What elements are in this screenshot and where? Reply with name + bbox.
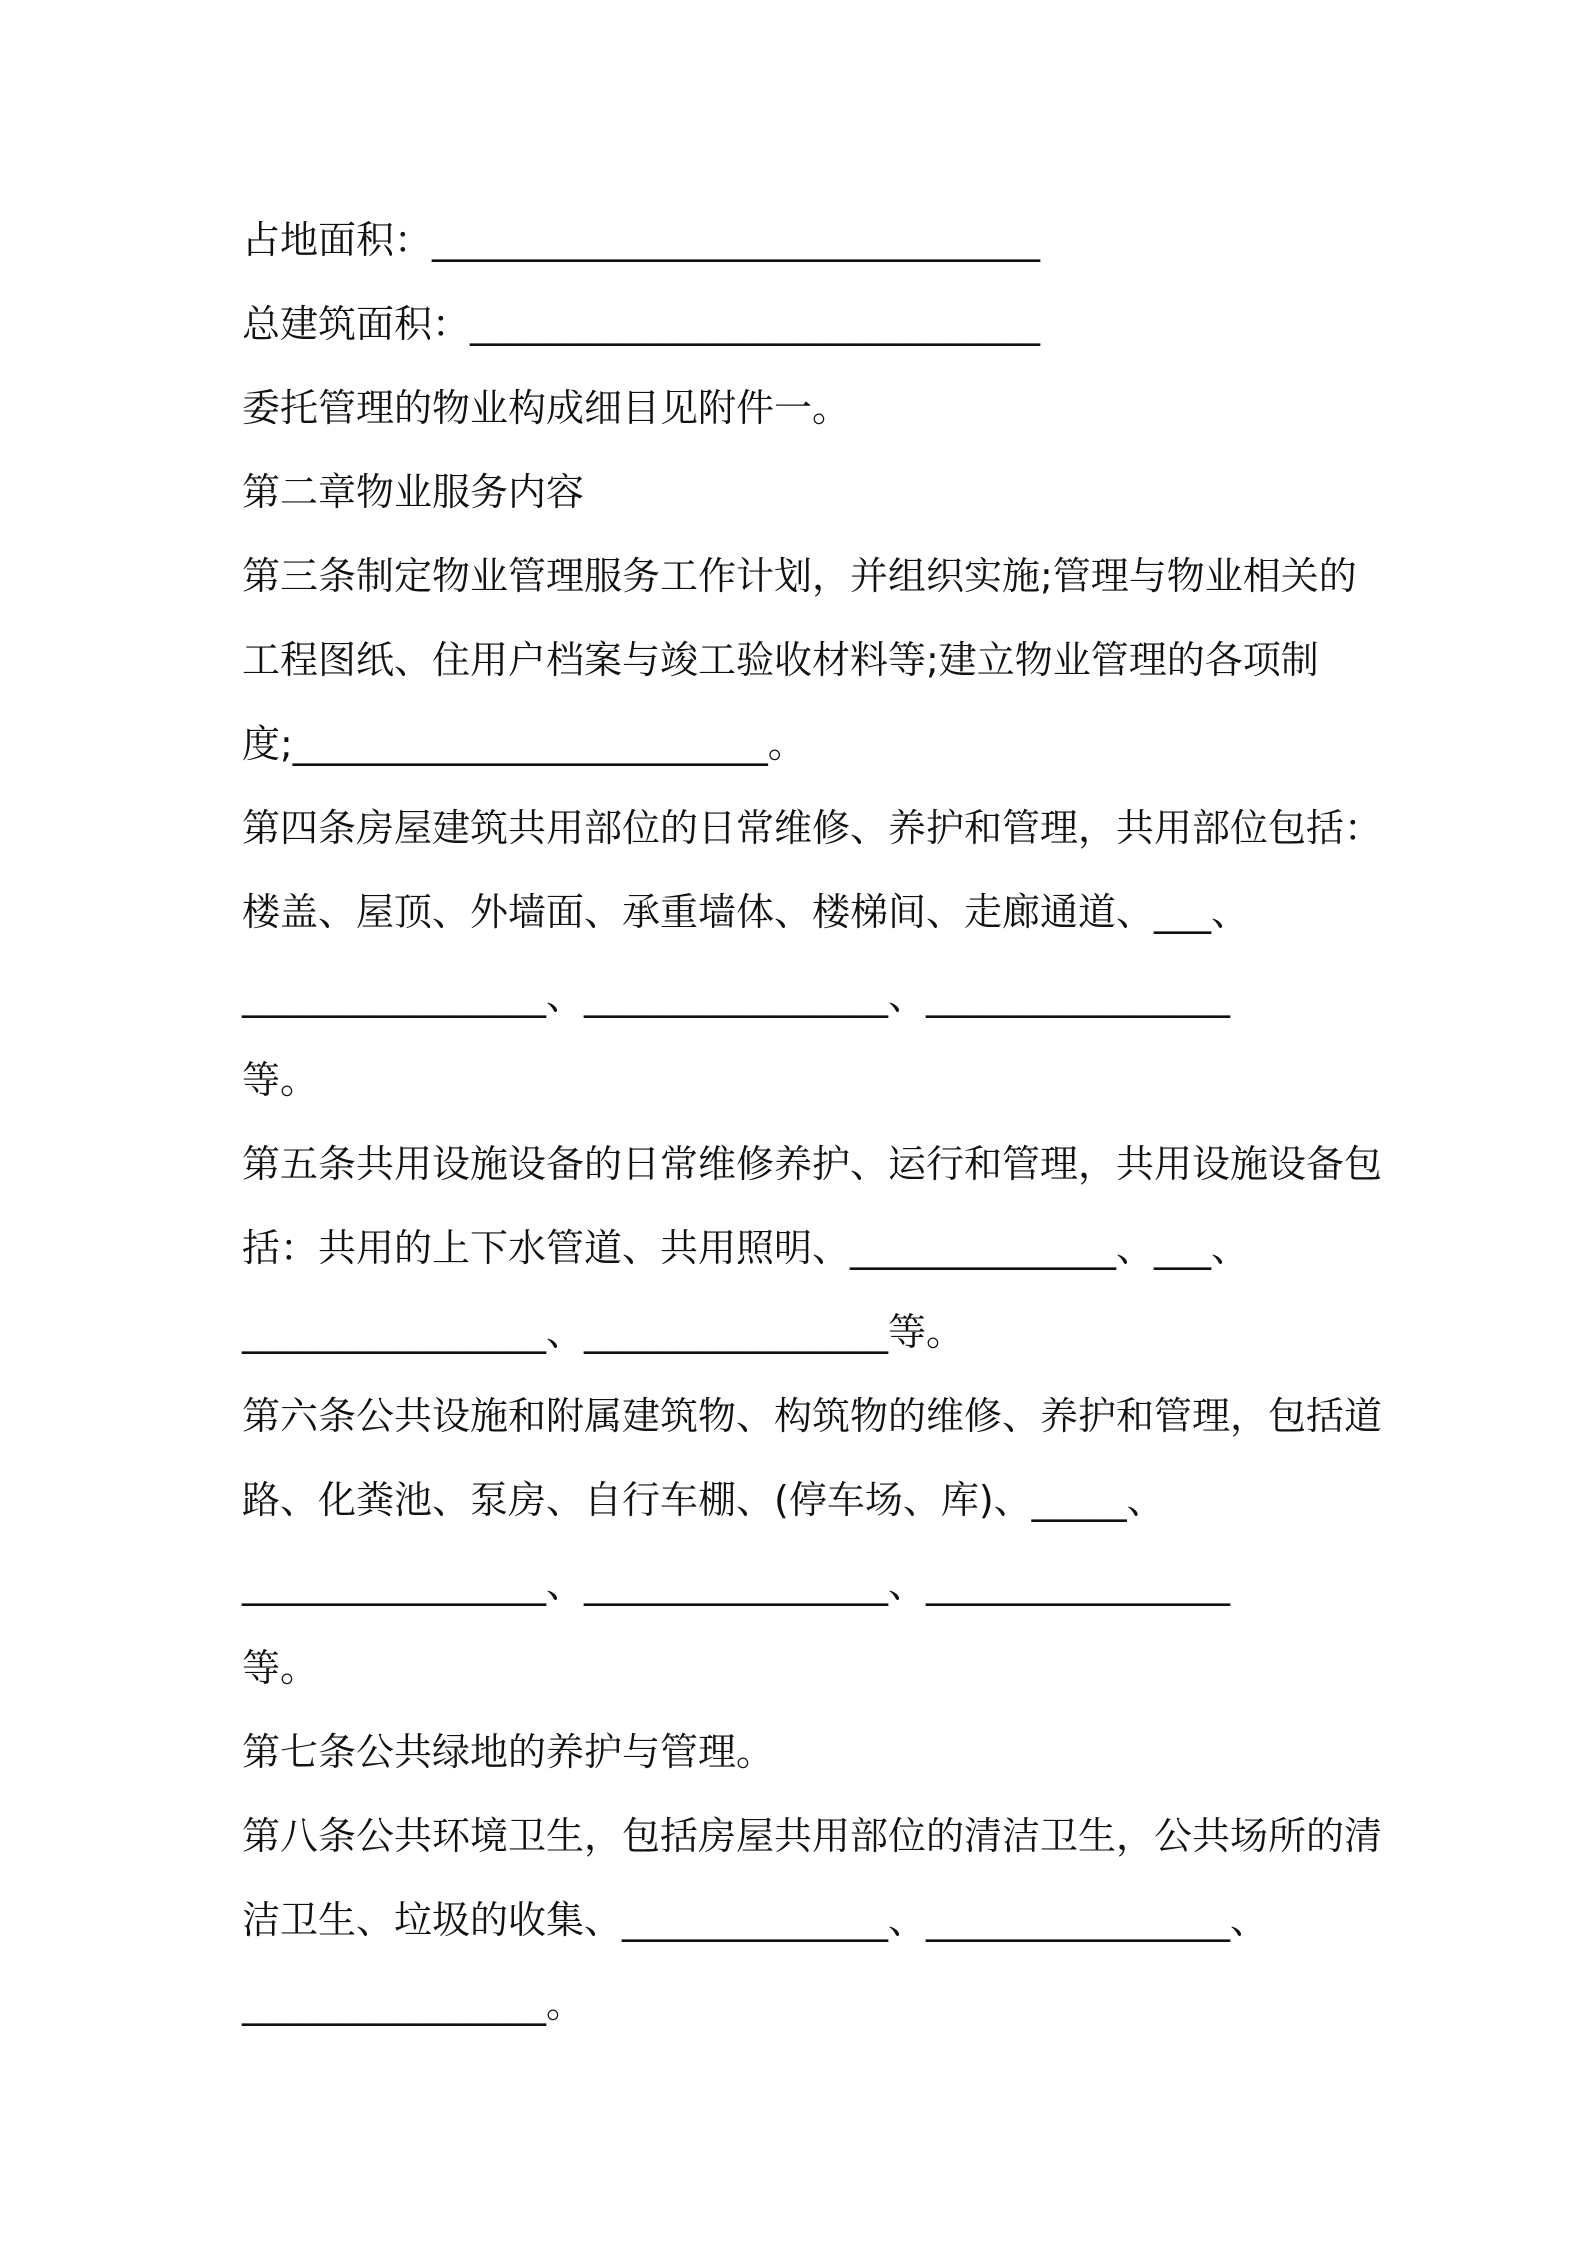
article-6-line-3: ________________、________________、________________ [242,1562,1231,1606]
article-3-line-2: 工程图纸、住用户档案与竣工验收材料等;建立物业管理的各项制 [242,638,1319,682]
article-4-line-1: 第四条房屋建筑共用部位的日常维修、养护和管理，共用部位包括： [242,806,1383,850]
field-total-floor-area: 总建筑面积：______________________________ [242,302,1041,346]
article-3-line-1: 第三条制定物业管理服务工作计划，并组织实施;管理与物业相关的 [242,554,1357,598]
article-4-line-2: 楼盖、屋顶、外墙面、承重墙体、楼梯间、走廊通道、___、 [242,890,1250,934]
chapter-heading: 第二章物业服务内容 [242,470,585,514]
article-4-line-3: ________________、________________、________________ [242,974,1231,1018]
article-8-line-2: 洁卫生、垃圾的收集、______________、________________、 [242,1898,1269,1942]
field-land-area: 占地面积：________________________________ [242,218,1041,262]
article-4-line-4: 等。 [242,1058,319,1102]
article-5-line-3: ________________、________________等。 [242,1310,965,1354]
paragraph-appendix-note: 委托管理的物业构成细目见附件一。 [242,386,851,430]
article-7-line-1: 第七条公共绿地的养护与管理。 [242,1730,775,1774]
article-6-line-2: 路、化粪池、泵房、自行车棚、(停车场、库)、_____、 [242,1478,1165,1522]
article-3-line-3: 度;_________________________。 [242,722,806,766]
article-6-line-1: 第六条公共设施和附属建筑物、构筑物的维修、养护和管理，包括道 [242,1394,1383,1438]
article-5-line-2: 括：共用的上下水管道、共用照明、______________、___、 [242,1226,1250,1270]
document-body [242,198,1392,2046]
article-6-line-4: 等。 [242,1646,319,1690]
article-5-line-1: 第五条共用设施设备的日常维修养护、运行和管理，共用设施设备包 [242,1142,1383,1186]
article-8-line-1: 第八条公共环境卫生，包括房屋共用部位的清洁卫生，公共场所的清 [242,1814,1383,1858]
article-8-line-3: ________________。 [242,1982,585,2026]
